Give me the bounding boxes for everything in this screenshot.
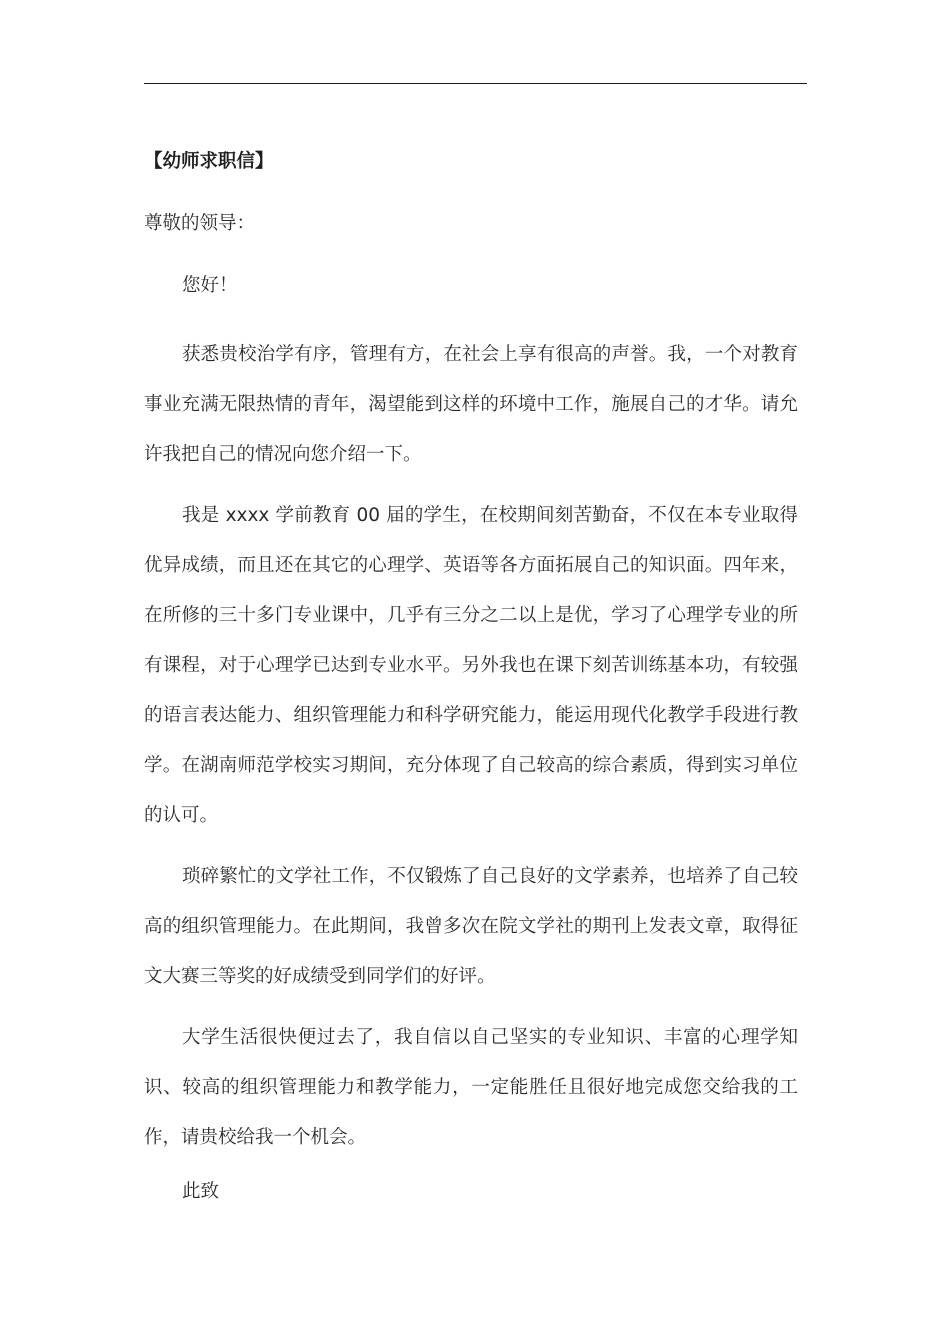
closing: 此致 (182, 1181, 220, 1202)
paragraph-education: 我是 xxxx 学前教育 00 届的学生，在校期间刻苦勤奋，不仅在本专业取得优异成绩，而且还在其它的心理学、英语等各方面拓展自己的知识面。四年来，在所修的三十多门专业课中，几乎有三分之二以上是优，学习了心理学专业的所有课程，对于心理学已达到专业水平。另外我也在课下刻苦训练基本功，有较强的语言表达能力、组织管理能力和科学研究能力，能运用现代化教学手段进行教学。在湖南师范学校实习期间，充分体现了自己较高的综合素质，得到实习单位的认可。 (144, 505, 798, 826)
paragraph-conclusion: 大学生活很快便过去了，我自信以自己坚实的专业知识、丰富的心理学知识、较高的组织管理能力和教学能力，一定能胜任且很好地完成您交给我的工作，请贵校给我一个机会。 (144, 1027, 798, 1148)
header-rule (144, 83, 807, 84)
paragraph-intro: 获悉贵校治学有序，管理有方，在社会上享有很高的声誉。我，一个对教育事业充满无限热情的青年，渴望能到这样的环境中工作，施展自己的才华。请允许我把自己的情况向您介绍一下。 (144, 344, 798, 465)
salutation: 尊敬的领导： (144, 213, 256, 234)
paragraph-literary-club: 琐碎繁忙的文学社工作，不仅锻炼了自己良好的文学素养，也培养了自己较高的组织管理能力。在此期间，我曾多次在院文学社的期刊上发表文章，取得征文大赛三等奖的好成绩受到同学们的好评。 (144, 866, 798, 987)
greeting: 您好！ (182, 275, 238, 296)
letter-title: 【幼师求职信】 (144, 151, 274, 172)
letter-body (144, 144, 798, 1236)
